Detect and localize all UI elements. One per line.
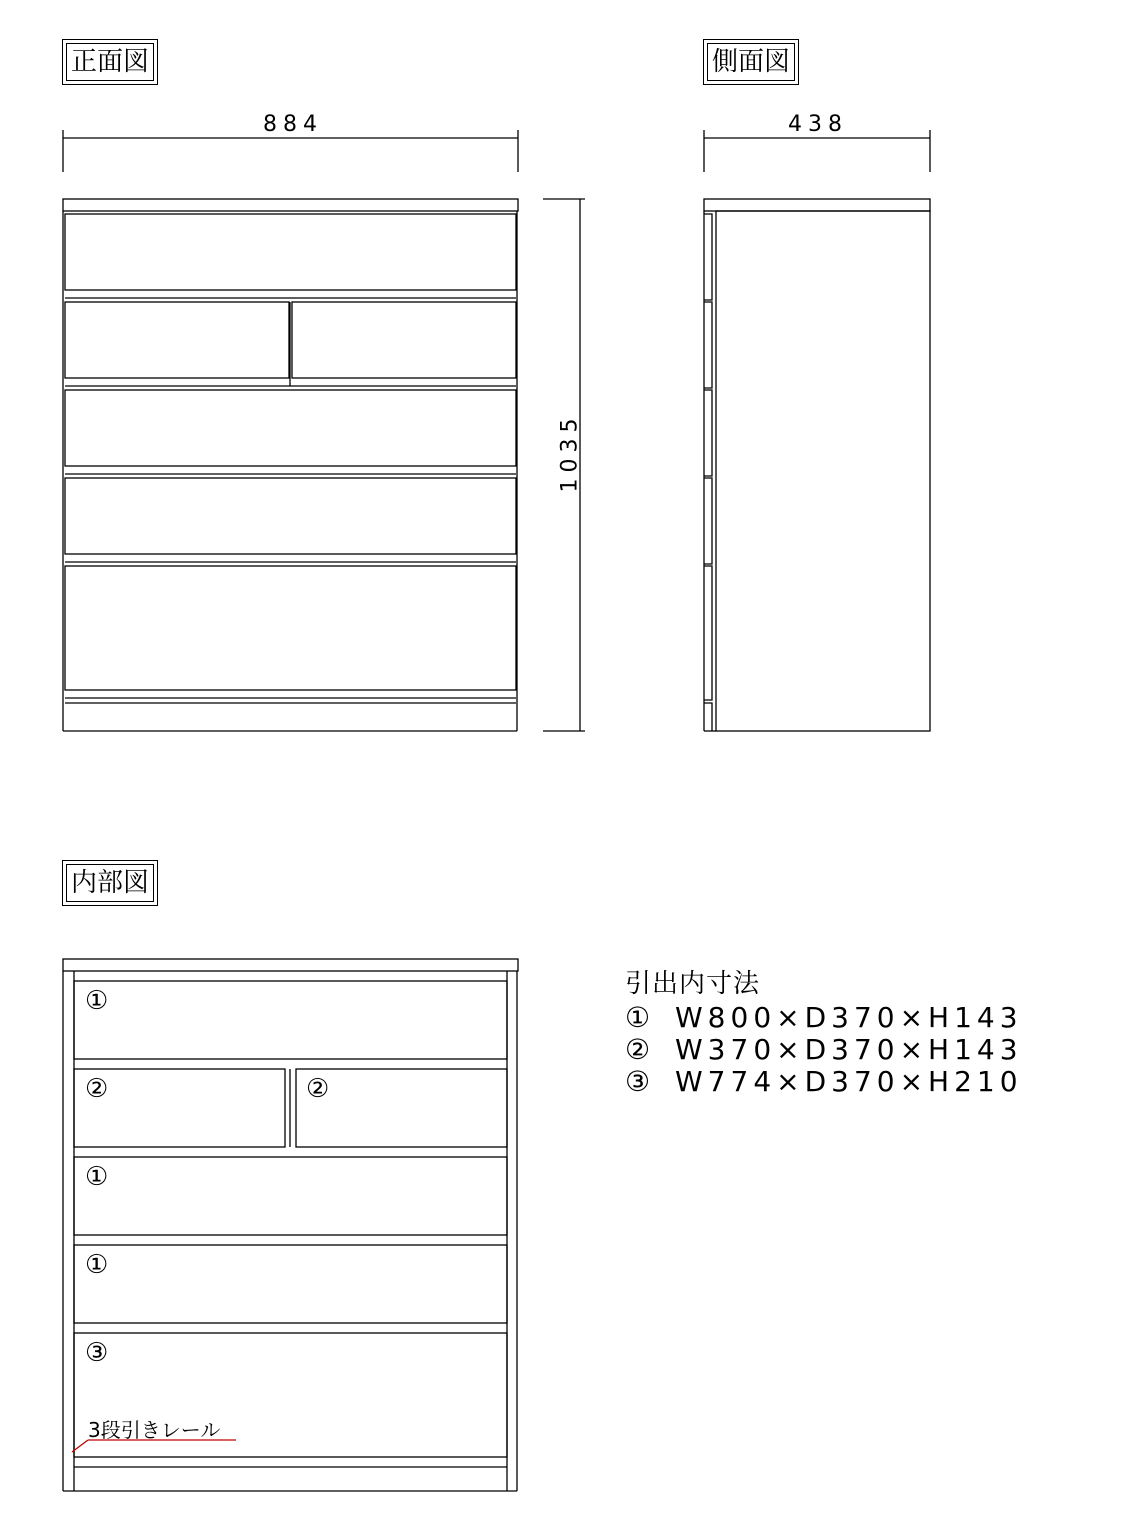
- front-drawer-2-left: [65, 302, 289, 378]
- drawer-marker: ①: [85, 1162, 109, 1192]
- front-view-drawing: [63, 130, 585, 731]
- depth-dimension: 438: [788, 112, 848, 137]
- front-drawer-5: [65, 566, 516, 690]
- spec-number: ③: [625, 1065, 651, 1098]
- interior-view-label: 内部図: [62, 860, 158, 906]
- spec-number: ①: [625, 1001, 651, 1034]
- spec-number: ②: [625, 1033, 651, 1066]
- front-drawer-1: [65, 214, 516, 290]
- front-view-label: 正面図: [62, 39, 158, 85]
- spec-row: [625, 1066, 1023, 1098]
- drawer-marker: ①: [85, 986, 109, 1016]
- drawer-marker: ①: [85, 1250, 109, 1280]
- interior-drawer-4: [74, 1245, 507, 1323]
- front-drawer-4: [65, 478, 516, 554]
- spec-row: [625, 1034, 1023, 1066]
- side-view-drawing: [704, 130, 930, 731]
- drawer-specs: [625, 968, 1023, 1098]
- front-drawer-3: [65, 390, 516, 466]
- front-drawer-2-right: [292, 302, 516, 378]
- interior-drawer-3: [74, 1157, 507, 1235]
- drawer-marker: ③: [85, 1338, 109, 1368]
- specs-title: 引出内寸法: [625, 969, 761, 999]
- rail-note: 3段引きレール: [88, 1418, 221, 1442]
- side-view-label: 側面図: [703, 39, 799, 85]
- width-dimension: 884: [263, 112, 323, 137]
- interior-drawer-1: [74, 981, 507, 1059]
- spec-size: W774×D370×H210: [675, 1065, 1023, 1098]
- spec-size: W370×D370×H143: [675, 1033, 1023, 1066]
- interior-view-drawing: [63, 959, 518, 1491]
- spec-row: [625, 1002, 1023, 1034]
- height-dimension: 1035: [557, 412, 583, 493]
- spec-size: W800×D370×H143: [675, 1001, 1023, 1034]
- drawer-marker: ②: [306, 1074, 330, 1104]
- drawer-marker: ②: [85, 1074, 109, 1104]
